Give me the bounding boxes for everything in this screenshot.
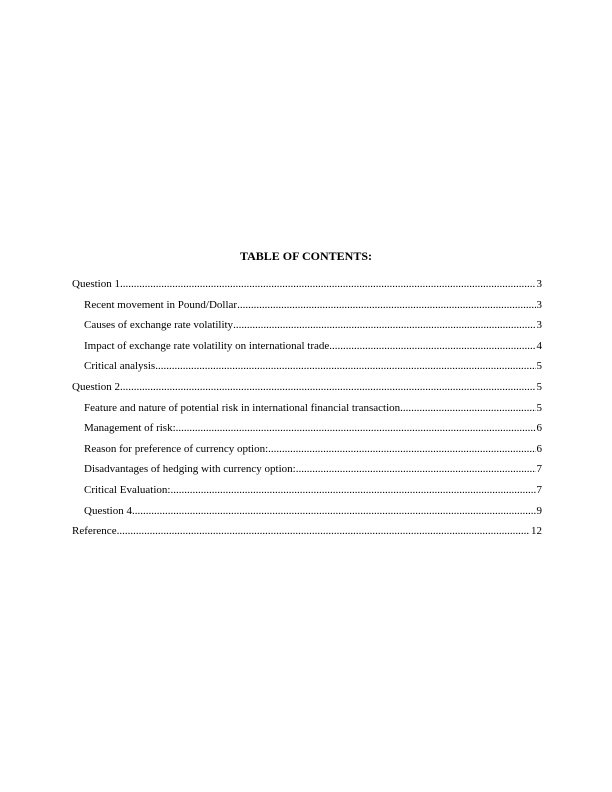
toc-page-number: 4	[536, 339, 542, 352]
toc-page-number: 6	[536, 442, 542, 455]
toc-page-number: 5	[536, 380, 542, 393]
toc-entry-text: Causes of exchange rate volatility	[84, 319, 234, 332]
toc-title: TABLE OF CONTENTS:	[239, 249, 373, 263]
toc-entry-feature-nature-risk[interactable]	[72, 401, 542, 422]
toc-entry-critical-analysis[interactable]	[72, 359, 542, 380]
toc-entry-text: Question 1	[72, 278, 120, 290]
toc-dot-leader	[120, 277, 536, 291]
toc-dot-leader	[155, 359, 535, 373]
toc-dot-leader	[132, 504, 536, 518]
toc-entry-text: Critical analysis	[84, 360, 156, 373]
table-of-contents	[72, 277, 542, 545]
toc-page-number: 3	[536, 278, 542, 290]
toc-dot-leader	[176, 421, 536, 435]
toc-page-number: 5	[536, 360, 542, 373]
toc-dot-leader	[296, 462, 536, 476]
toc-entry-disadvantages-hedging[interactable]	[72, 462, 542, 483]
toc-entry-text: Disadvantages of hedging with currency option:	[84, 463, 296, 476]
toc-entry-recent-movement[interactable]	[72, 298, 542, 319]
toc-entry-text: Feature and nature of potential risk in international financial transaction	[84, 401, 401, 414]
toc-dot-leader	[170, 483, 535, 497]
toc-entry-text: Reference	[72, 525, 117, 538]
toc-entry-text: Impact of exchange rate volatility on international trade	[84, 339, 330, 352]
toc-page-number: 7	[536, 483, 542, 496]
toc-dot-leader	[120, 380, 536, 394]
toc-entry-text: Question 4	[84, 504, 132, 517]
toc-page-number: 6	[536, 422, 542, 435]
toc-dot-leader	[117, 524, 530, 538]
toc-entry-question-1[interactable]	[72, 277, 542, 298]
toc-dot-leader	[268, 442, 535, 456]
toc-entry-question-4[interactable]	[72, 504, 542, 525]
toc-entry-text: Critical Evaluation:	[84, 483, 171, 496]
toc-page-number: 3	[536, 298, 542, 311]
toc-page-number: 3	[536, 319, 542, 332]
toc-dot-leader	[233, 318, 535, 332]
toc-entry-critical-evaluation[interactable]	[72, 483, 542, 504]
toc-page-number: 9	[536, 504, 542, 517]
toc-entry-question-2[interactable]	[72, 380, 542, 401]
toc-page-number: 7	[536, 463, 542, 476]
toc-entry-text: Reason for preference of currency option:	[84, 442, 269, 455]
toc-dot-leader	[400, 401, 535, 415]
toc-dot-leader	[237, 298, 535, 312]
toc-entry-causes-volatility[interactable]	[72, 318, 542, 339]
toc-entry-reference[interactable]	[72, 524, 542, 545]
toc-entry-management-of-risk[interactable]	[72, 421, 542, 442]
toc-entry-reason-currency-option[interactable]	[72, 442, 542, 463]
toc-entry-text: Recent movement in Pound/Dollar	[84, 298, 238, 311]
toc-page-number: 5	[536, 401, 542, 414]
toc-page-number: 12	[531, 525, 542, 538]
toc-entry-impact-volatility[interactable]	[72, 339, 542, 360]
toc-entry-text: Management of risk:	[84, 422, 176, 435]
toc-dot-leader	[329, 339, 535, 353]
toc-entry-text: Question 2	[72, 380, 120, 393]
